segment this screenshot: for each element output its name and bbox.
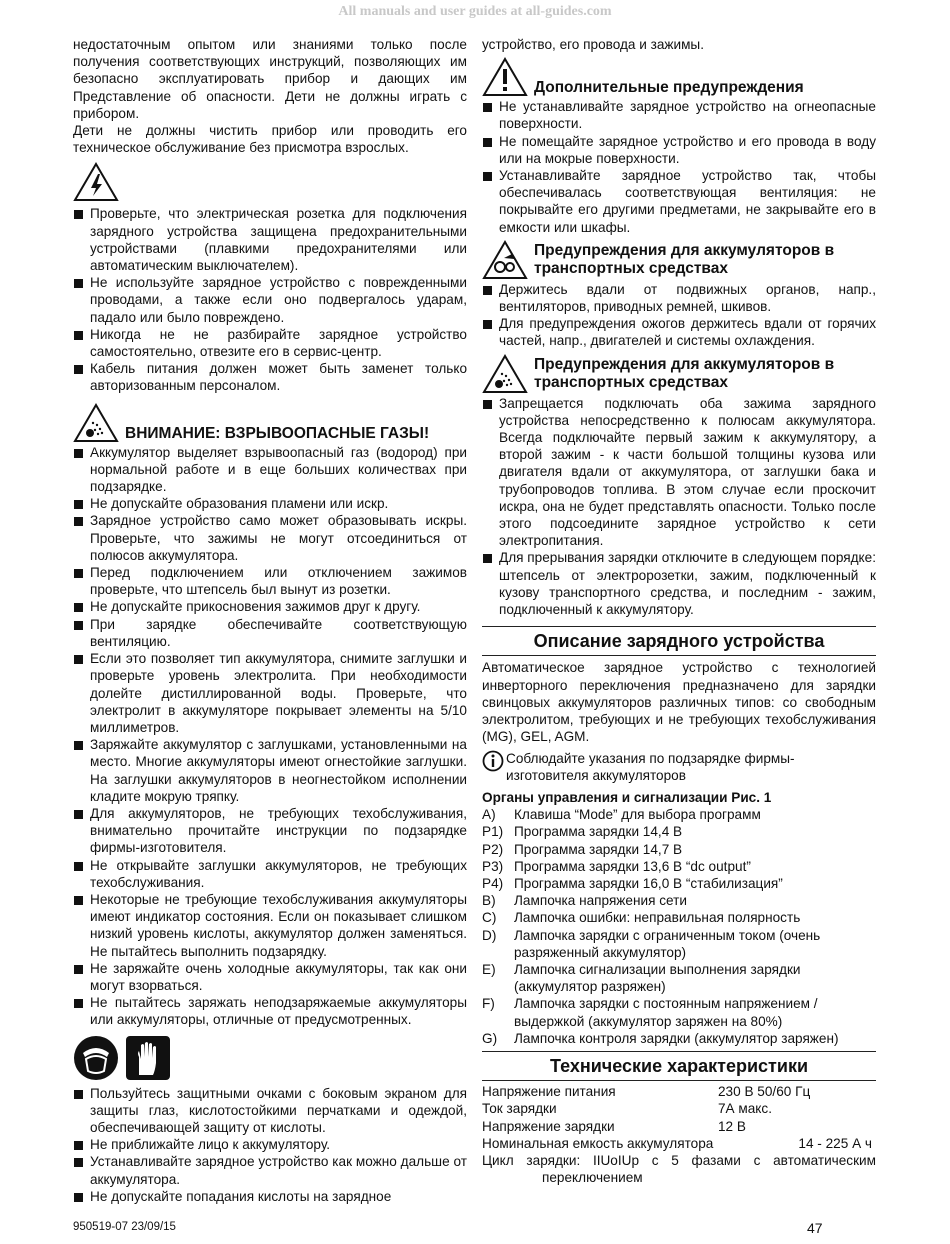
list-item: Зарядное устройство само может образовывать искры. Проверьте, что зажимы не могут отсоединиться от полюсов аккумулятора. [73, 512, 467, 564]
table-row: Номинальная емкость аккумулятора 14 - 225 А ч [482, 1135, 872, 1151]
info-note [482, 750, 876, 784]
table-row: Напряжение питания 230 В 50/60 Гц [482, 1084, 811, 1100]
list-item: Для прерывания зарядки отключите в следующем порядке: штепсель от электророзетки, зажим, подключенный к кузову транспортного средства, и последним - зажим, подключенный к аккумулятору. [482, 549, 876, 618]
list-item: Если это позволяет тип аккумулятора, снимите заглушки и проверьте уровень электролита. При необходимости долейте дистиллированной воды. Проверьте, что электролит в аккумуляторе покрывает элементы на 5/10 миллиметров. [73, 650, 467, 736]
vehicle-title-2: Предупреждения для аккумуляторов в транспортных средствах [534, 355, 835, 391]
list-item: E) Лампочка сигнализации выполнения зарядки (аккумулятор разряжен) [482, 961, 801, 995]
continuation-text: устройство, его провода и зажимы. [482, 37, 704, 52]
info-icon [482, 750, 504, 772]
list-item: Перед подключением или отключением зажимов проверьте, что штепсель был вынут из розетки. [73, 564, 467, 598]
protection-list [73, 1085, 467, 1205]
gloves-icon [125, 1035, 171, 1081]
controls-list [482, 806, 876, 1047]
moving-parts-icon [482, 240, 528, 280]
list-item: P4) Программа зарядки 16,0 В “стабилизация” [482, 875, 783, 891]
list-item: Никогда не не разбирайте зарядное устройство самостоятельно, отвезите его в сервис-центр. [73, 326, 467, 360]
list-item: B) Лампочка напряжения сети [482, 893, 687, 909]
charge-cycle: Цикл зарядки: IIUoIUp с 5 фазами с автоматическим переключением [482, 1152, 876, 1186]
gas-warning-heading [73, 403, 467, 443]
list-item: Устанавливайте зарядное устройство как можно дальше от аккумулятора. [73, 1153, 467, 1187]
protection-icons [73, 1035, 467, 1081]
info-note-text: Соблюдайте указания по подзарядке фирмы-изготовителя аккумуляторов [506, 750, 795, 783]
description-heading: Описание зарядного устройства [482, 626, 876, 655]
right-column [482, 36, 876, 1186]
list-item: Не устанавливайте зарядное устройство на огнеопасные поверхности. [482, 98, 876, 132]
additional-list [482, 98, 876, 236]
specs-heading: Технические характеристики [482, 1051, 876, 1080]
vehicle-warnings-heading [482, 240, 876, 280]
description-text: Автоматическое зарядное устройство с технологией инверторного переключения предназначено для зарядки свинцовых аккумуляторов различных типов: со свободным электролитом, требующих и не требующих техобслуживания (MG), GEL, AGM. [482, 655, 876, 745]
list-item: P1) Программа зарядки 14,4 В [482, 824, 683, 840]
list-item: Не помещайте зарядное устройство и его провода в воду или на мокрые поверхности. [482, 133, 876, 167]
vehicle-warnings-heading [482, 354, 876, 394]
list-item: Кабель питания должен может быть заменет только авторизованным персоналом. [73, 360, 467, 394]
electric-warning [73, 162, 467, 202]
list-item: Аккумулятор выделяет взрывоопасный газ (водород) при нормальной работе и в еще больших количествах при подзарядке. [73, 444, 467, 496]
intro-paragraph: недостаточным опытом или знаниями только после получения соответствующих инструкций, позволяющих им безопасно эксплуатировать прибор и дающих им Представление об опасности. Дети не должны играть с прибором. [73, 37, 467, 121]
explosion-warning-icon [73, 403, 119, 443]
gas-title: ВНИМАНИЕ: ВЗРЫВООПАСНЫЕ ГАЗЫ! [125, 424, 430, 442]
intro-paragraph: Дети не должны чистить прибор или проводить его техническое обслуживание без присмотра взрослых. [73, 123, 467, 156]
vehicle-title-1: Предупреждения для аккумуляторов в транспортных средствах [534, 241, 835, 277]
list-item: Проверьте, что электрическая розетка для подключения зарядного устройства защищена предохранительными устройствами (плавкими предохранителями или автоматическим выключателем). [73, 205, 467, 274]
list-item: Не заряжайте очень холодные аккумуляторы, так как они могут взорваться. [73, 960, 467, 994]
list-item: C) Лампочка ошибки: неправильная полярность [482, 910, 801, 926]
list-item: Некоторые не требующие техобслуживания аккумуляторы имеют индикатор состояния. Если он показывает слишком низкий уровень кислоты, аккумулятор должен заменяться. Не пытайтесь выполнить подзарядку. [73, 891, 467, 960]
electric-list [73, 205, 467, 394]
list-item: Устанавливайте зарядное устройство так, чтобы обеспечивалась соответствующая вентиляция: не покрывайте его другими предметами, не закрывайте его в емкости или шкафы. [482, 167, 876, 236]
list-item: Для аккумуляторов, не требующих техобслуживания, внимательно прочитайте инструкции по подзарядке фирмы-изготовителя. [73, 805, 467, 857]
list-item: F) Лампочка зарядки с постоянным напряжением / выдержкой (аккумулятор заряжен на 80%) [482, 996, 818, 1029]
list-item: Держитесь вдали от подвижных органов, напр., вентиляторов, приводных ремней, шкивов. [482, 281, 876, 315]
left-column [73, 36, 467, 1205]
document-code: 950519-07 23/09/15 [73, 1221, 176, 1233]
list-item: Заряжайте аккумулятор с заглушками, установленными на место. Многие аккумуляторы имеют огнестойкие заглушки. На заглушки аккумуляторов в неогнестойком исполнении кладите мокрую тряпку. [73, 736, 467, 805]
list-item: Пользуйтесь защитными очками с боковым экраном для защиты глаз, кислотостойкими перчатками и одеждой, обеспечивающей защиту от кислоты. [73, 1085, 467, 1137]
list-item: При зарядке обеспечивайте соответствующую вентиляцию. [73, 616, 467, 650]
vehicle-list-1 [482, 281, 876, 350]
specs-table [482, 1080, 876, 1186]
additional-title: Дополнительные предупреждения [534, 79, 804, 97]
list-item: Не допускайте попадания кислоты на зарядное [73, 1188, 467, 1205]
face-shield-icon [73, 1035, 119, 1081]
list-item: Не открывайте заглушки аккумуляторов, не требующих техобслуживания. [73, 857, 467, 891]
list-item: A) Клавиша “Mode” для выбора программ [482, 807, 761, 823]
explosion-warning-icon [482, 354, 528, 394]
vehicle-list-2 [482, 395, 876, 619]
list-item: P3) Программа зарядки 13,6 В “dc output” [482, 858, 751, 874]
list-item: Не приближайте лицо к аккумулятору. [73, 1136, 467, 1153]
list-item: D) Лампочка зарядки с ограниченным током (очень разряженный аккумулятор) [482, 927, 821, 960]
list-item: Для предупреждения ожогов держитесь вдали от горячих частей, напр., двигателей и системы охлаждения. [482, 315, 876, 349]
general-warning-icon [482, 57, 528, 97]
electric-hazard-icon [73, 162, 119, 202]
table-row: Ток зарядки 7А макс. [482, 1101, 772, 1117]
watermark: All manuals and user guides at all-guides.com [338, 4, 612, 19]
list-item: P2) Программа зарядки 14,7 В [482, 841, 683, 857]
additional-warnings-heading [482, 57, 876, 97]
list-item: Не допускайте прикосновения зажимов друг к другу. [73, 598, 467, 615]
list-item: Не пытайтесь заряжать неподзаряжаемые аккумуляторы или аккумуляторы, отличные от предусмотренных. [73, 994, 467, 1028]
page-number: 47 [807, 1220, 823, 1236]
gas-list [73, 444, 467, 1029]
list-item: Не допускайте образования пламени или искр. [73, 495, 467, 512]
table-row: Напряжение зарядки 12 В [482, 1118, 746, 1134]
list-item: Запрещается подключать оба зажима зарядного устройства непосредственно к полюсам аккумулятора. Всегда подключайте первый зажим к аккумулятору, а второй зажим - к части большой толщины кузова или двигателя вдали от аккумулятора, от заглушки бака и трубопроводов топлива. В этом случае если проскочит искра, она не будет представлять опасности. Только после этого подсоедините зарядное устройство к сети электропитания. [482, 395, 876, 550]
list-item: G) Лампочка контроля зарядки (аккумулятор заряжен) [482, 1030, 839, 1046]
controls-title: Органы управления и сигнализации Рис. 1 [482, 789, 772, 805]
list-item: Не используйте зарядное устройство с поврежденными проводами, а также если оно подвергалось ударам, падало или было повреждено. [73, 274, 467, 326]
